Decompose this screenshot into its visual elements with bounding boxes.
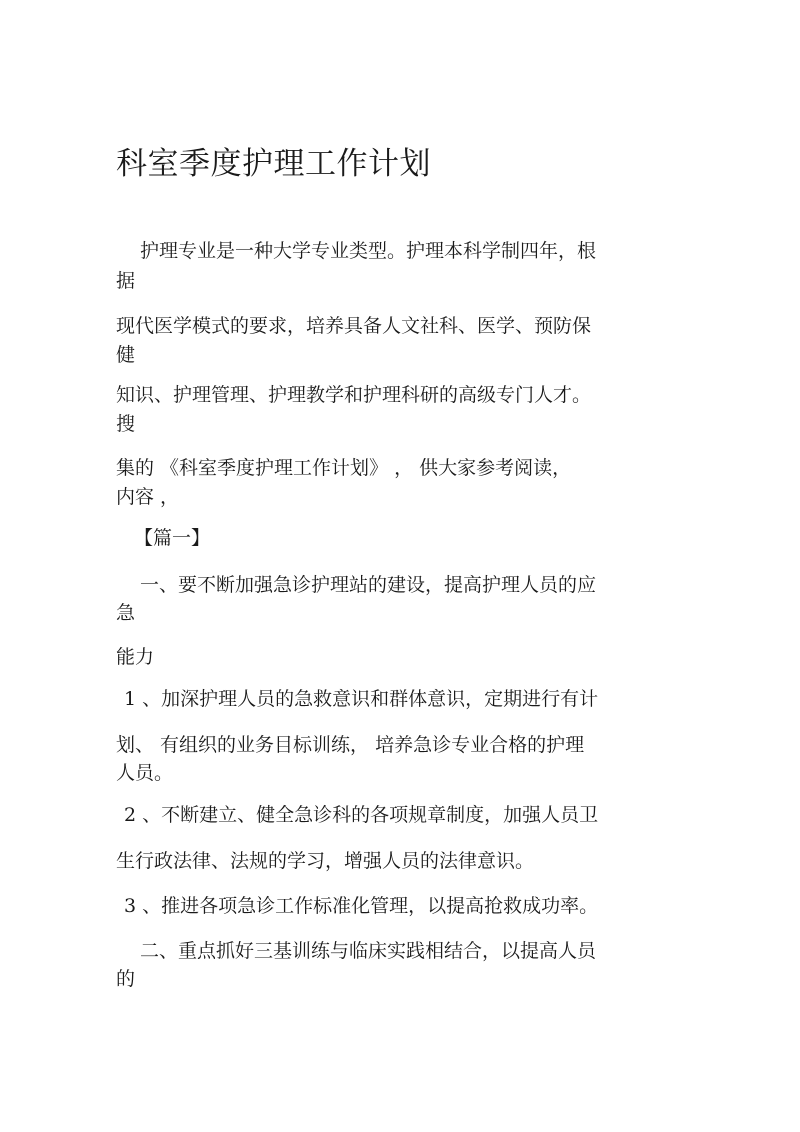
body-line: 据 bbox=[116, 270, 136, 292]
body-line: 集的 《科室季度护理工作计划》 ， 供大家参考阅读， bbox=[116, 457, 572, 479]
body-line: 划、 有组织的业务目标训练， 培养急诊专业合格的护理 bbox=[116, 734, 585, 756]
document-title: 科室季度护理工作计划 bbox=[116, 146, 431, 182]
body-line: 的 bbox=[116, 968, 136, 990]
body-line: 急 bbox=[116, 602, 136, 624]
body-line: 3 、推进各项急诊工作标准化管理，以提高抢救成功率。 bbox=[124, 895, 599, 917]
body-line: 知识、护理管理、护理教学和护理科研的高级专门人才。 bbox=[116, 384, 592, 406]
body-line: 一、要不断加强急诊护理站的建设，提高护理人员的应 bbox=[140, 574, 597, 596]
body-line: 健 bbox=[116, 344, 136, 366]
body-line: 生行政法律、法规的学习，增强人员的法律意识。 bbox=[116, 850, 535, 872]
body-line: 现代医学模式的要求，培养具备人文社科、医学、预防保 bbox=[116, 315, 592, 337]
body-line: 护理专业是一种大学专业类型。护理本科学制四年，根 bbox=[140, 240, 597, 262]
section-heading: 【篇一】 bbox=[134, 527, 211, 549]
body-line: 搜 bbox=[116, 413, 136, 435]
body-line: 内容 ， bbox=[116, 486, 180, 508]
body-line: 1 、加深护理人员的急救意识和群体意识，定期进行有计 bbox=[124, 688, 599, 710]
body-line: 2 、不断建立、健全急诊科的各项规章制度，加强人员卫 bbox=[124, 804, 599, 826]
body-line: 二、重点抓好三基训练与临床实践相结合，以提高人员 bbox=[140, 940, 597, 962]
body-line: 人员。 bbox=[116, 762, 174, 784]
body-line: 能力 bbox=[116, 646, 155, 668]
